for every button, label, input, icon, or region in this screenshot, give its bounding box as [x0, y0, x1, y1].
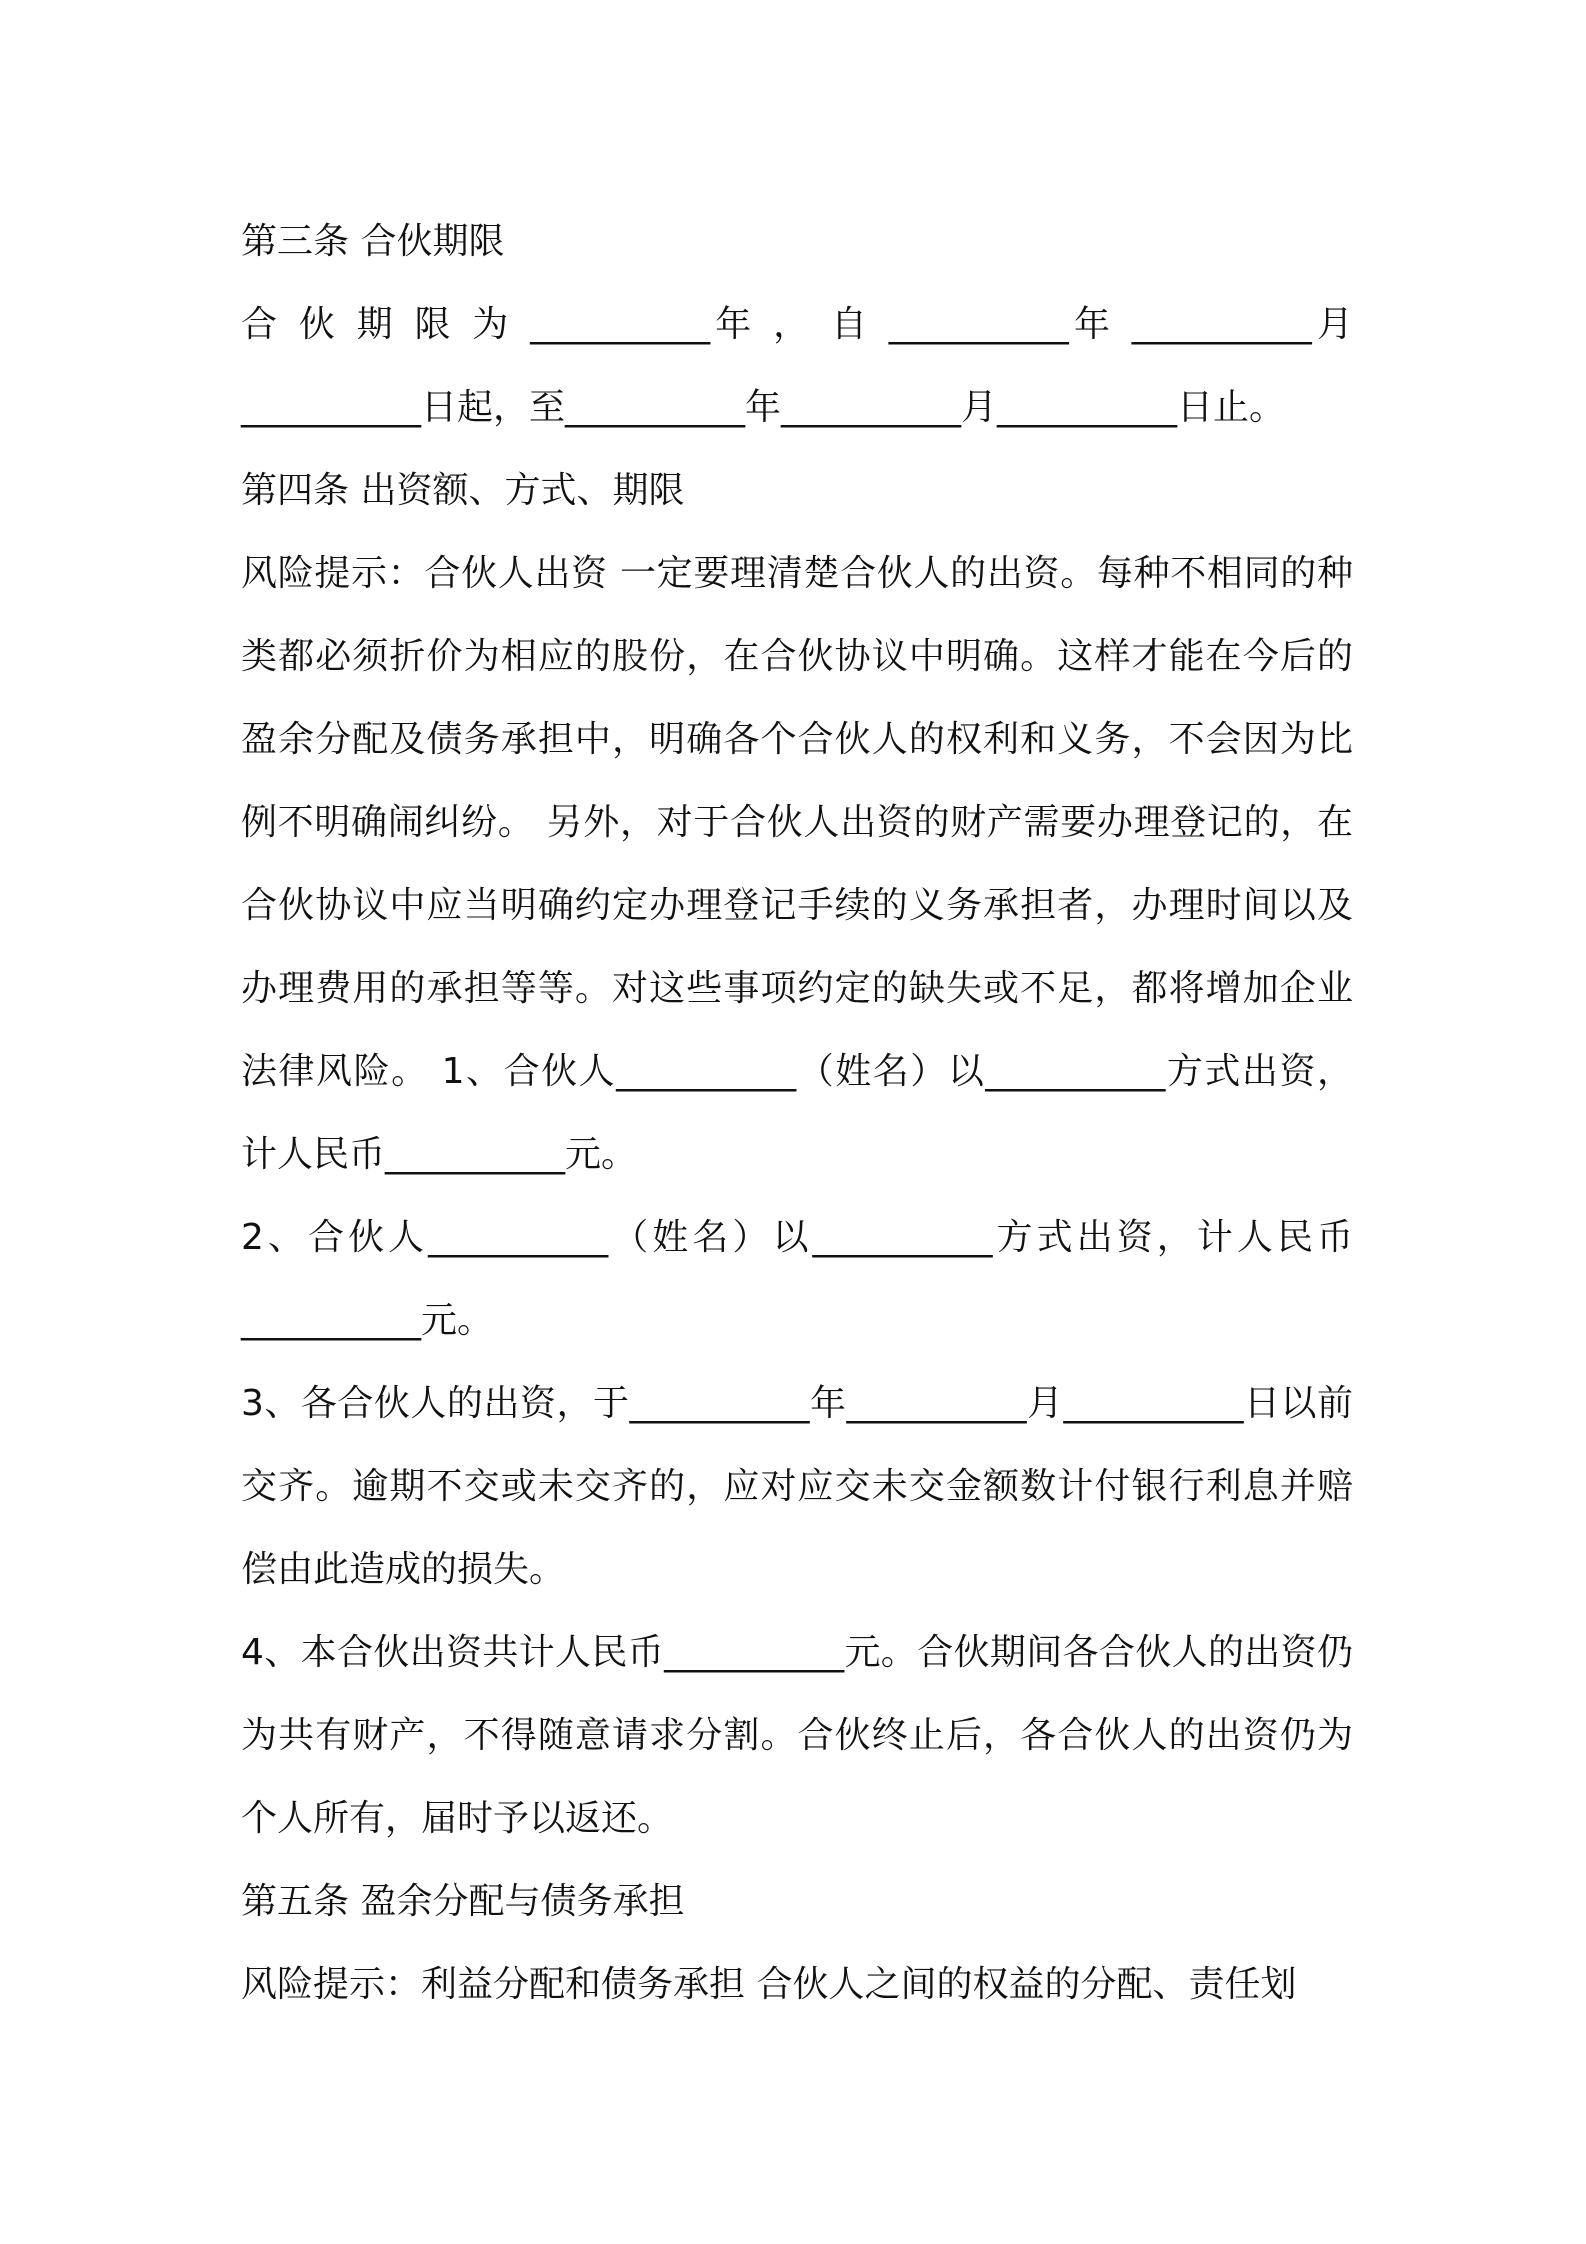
article3-term-line1: 合 伙 期 限 为 __________年 ， 自 __________年 __________月: [241, 304, 1353, 345]
article5-heading: 第五条 盈余分配与债务承担: [241, 1881, 685, 1922]
article4-item3: 3、各合伙人的出资，于__________年__________月__________日以前交齐。逾期不交或未交齐的，应对应交未交金额数计付银行利息并赔偿由此造成的损失。: [241, 1383, 1353, 1590]
article5-risk-paragraph: 风险提示：利益分配和债务承担 合伙人之间的权益的分配、责任划: [241, 1964, 1297, 2005]
article4-item4: 4、本合伙出资共计人民币__________元。合伙期间各合伙人的出资仍为共有财产，不得随意请求分割。合伙终止后，各合伙人的出资仍为个人所有，届时予以返还。: [241, 1632, 1353, 1839]
article4-risk-paragraph: 风险提示：合伙人出资 一定要理清楚合伙人的出资。每种不相同的种类都必须折价为相应的股份，在合伙协议中明确。这样才能在今后的盈余分配及债务承担中，明确各个合伙人的权利和义务，不会因为比例不明确闹纠纷。 另外，对于合伙人出资的财产需要办理登记的，在合伙协议中应当明确约定办理登记手续的义务承担者，办理时间以及办理费用的承担等等。对这些事项约定的缺失或不足，都将增加企业法律风险。 1、合伙人__________（姓名）以__________方式出资，计人民币__________元。: [241, 553, 1353, 1175]
document-body: [241, 200, 1353, 2026]
article3-heading: 第三条 合伙期限: [241, 221, 505, 262]
article3-term-line2: __________日起，至__________年__________月__________日止。: [241, 387, 1286, 428]
article4-item2: 2、合伙人__________（姓名）以__________方式出资，计人民币__________元。: [241, 1217, 1353, 1341]
article4-heading: 第四条 出资额、方式、期限: [241, 470, 685, 511]
